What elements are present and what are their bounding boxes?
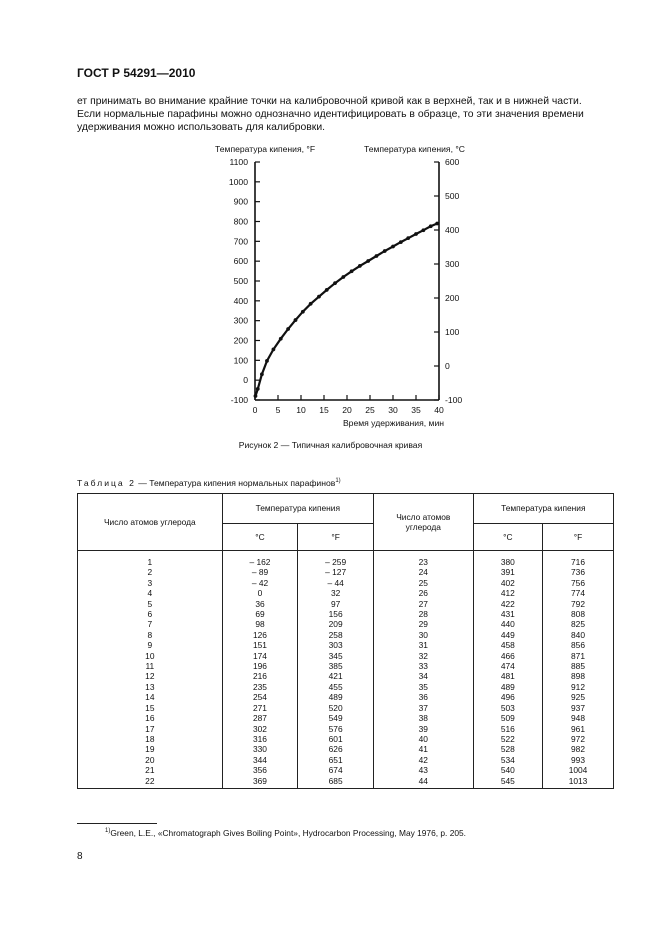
data-point: [366, 259, 370, 263]
intro-line-2: Если нормальные парафины можно однозначно идентифицировать в образце, то эти значения времени: [77, 109, 584, 120]
header-temp-right: Температура кипения: [473, 494, 613, 524]
boiling-f-cell: 156: [298, 609, 374, 619]
table-row: [78, 599, 614, 609]
boiling-c-cell: 440: [473, 619, 542, 629]
carbon-count-cell: 1: [78, 551, 223, 568]
table-title: [77, 478, 341, 488]
left-tick-label: -100: [230, 395, 248, 405]
left-tick-label: 600: [233, 256, 248, 267]
carbon-count-cell: 2: [78, 567, 223, 577]
boiling-c-cell: – 42: [222, 578, 298, 588]
footnote-mark: 1): [105, 828, 111, 835]
boiling-c-cell: 271: [222, 703, 298, 713]
table-row: [78, 671, 614, 681]
left-tick-label: 500: [233, 276, 248, 286]
left-tick-label: 300: [233, 315, 248, 326]
x-tick-label: 15: [319, 405, 329, 415]
x-tick-label: 25: [365, 405, 375, 415]
footnote: [105, 828, 466, 838]
boiling-f-cell: 885: [543, 661, 614, 671]
table-row: [78, 713, 614, 723]
boiling-f-cell: 948: [543, 713, 614, 723]
boiling-c-cell: 302: [222, 724, 298, 734]
table-row: [78, 609, 614, 619]
left-axis-title: Температура кипения, °F: [215, 144, 316, 154]
header-unit-f-left: °F: [298, 524, 374, 551]
boiling-f-cell: 993: [543, 755, 614, 765]
carbon-count-cell: 16: [78, 713, 223, 723]
carbon-count-cell: 27: [373, 599, 473, 609]
right-tick-label: 500: [445, 191, 460, 201]
boiling-f-cell: 209: [298, 619, 374, 629]
left-tick-label: 200: [233, 335, 248, 346]
table-row: [78, 724, 614, 734]
header-unit-c-left: °С: [222, 524, 298, 551]
boiling-c-cell: – 89: [222, 567, 298, 577]
boiling-f-cell: 651: [298, 755, 374, 765]
boiling-c-cell: 356: [222, 765, 298, 775]
boiling-f-cell: 626: [298, 744, 374, 754]
data-point: [383, 249, 387, 253]
data-point: [286, 327, 290, 331]
table-row: [78, 734, 614, 744]
boiling-c-cell: 489: [473, 682, 542, 692]
carbon-count-cell: 39: [373, 724, 473, 734]
table-row: [78, 692, 614, 702]
data-point: [265, 359, 269, 363]
boiling-f-cell: 912: [543, 682, 614, 692]
table-row: [78, 619, 614, 629]
carbon-count-cell: 41: [373, 744, 473, 754]
carbon-count-cell: 3: [78, 578, 223, 588]
boiling-f-cell: – 44: [298, 578, 374, 588]
boiling-c-cell: 474: [473, 661, 542, 671]
table-row: [78, 703, 614, 713]
table-row: [78, 651, 614, 661]
boiling-f-cell: 455: [298, 682, 374, 692]
left-tick-label: 0: [243, 375, 248, 386]
boiling-f-cell: 825: [543, 619, 614, 629]
calibration-chart: [210, 138, 470, 438]
carbon-count-cell: 36: [373, 692, 473, 702]
x-tick-label: 0: [252, 405, 258, 415]
intro-line-3: удерживания можно использовать для калибровки.: [77, 122, 326, 133]
carbon-count-cell: 32: [373, 651, 473, 661]
boiling-c-cell: 496: [473, 692, 542, 702]
carbon-count-cell: 18: [78, 734, 223, 744]
table-title-label: Таблица 2: [77, 478, 136, 488]
boiling-f-cell: 756: [543, 578, 614, 588]
data-point: [435, 222, 439, 226]
boiling-c-cell: 412: [473, 588, 542, 598]
right-tick-label: 600: [445, 157, 460, 167]
data-point: [429, 224, 433, 228]
x-tick-label: 30: [388, 405, 398, 415]
carbon-count-cell: 20: [78, 755, 223, 765]
boiling-c-cell: 174: [222, 651, 298, 661]
left-tick-label: 700: [233, 236, 248, 247]
boiling-point-table: [77, 493, 614, 789]
boiling-c-cell: 503: [473, 703, 542, 713]
header-carbon-right: Число атомов углерода: [373, 494, 473, 551]
header-temp-left: Температура кипения: [222, 494, 373, 524]
right-tick-label: 300: [445, 259, 460, 269]
carbon-count-cell: 24: [373, 567, 473, 577]
right-tick-label: -100: [445, 395, 463, 405]
boiling-c-cell: 330: [222, 744, 298, 754]
boiling-c-cell: 431: [473, 609, 542, 619]
boiling-c-cell: 380: [473, 551, 542, 568]
boiling-c-cell: 196: [222, 661, 298, 671]
boiling-c-cell: 98: [222, 619, 298, 629]
calibration-curve: [256, 224, 438, 397]
boiling-c-cell: 509: [473, 713, 542, 723]
boiling-c-cell: 254: [222, 692, 298, 702]
boiling-f-cell: 549: [298, 713, 374, 723]
table-row: [78, 551, 614, 568]
boiling-c-cell: 369: [222, 776, 298, 789]
boiling-f-cell: 856: [543, 640, 614, 650]
right-tick-label: 200: [445, 293, 460, 303]
boiling-f-cell: 303: [298, 640, 374, 650]
boiling-f-cell: 32: [298, 588, 374, 598]
right-tick-label: 400: [445, 225, 460, 235]
table-title-footnote-mark: 1): [335, 478, 341, 485]
x-tick-label: 20: [342, 405, 352, 415]
data-point: [406, 236, 410, 240]
boiling-f-cell: 871: [543, 651, 614, 661]
carbon-count-cell: 23: [373, 551, 473, 568]
data-point: [375, 254, 379, 258]
data-point: [358, 264, 362, 268]
boiling-f-cell: 972: [543, 734, 614, 744]
boiling-f-cell: 601: [298, 734, 374, 744]
carbon-count-cell: 33: [373, 661, 473, 671]
data-point: [309, 302, 313, 306]
carbon-count-cell: 40: [373, 734, 473, 744]
boiling-c-cell: 516: [473, 724, 542, 734]
carbon-count-cell: 14: [78, 692, 223, 702]
data-point: [391, 245, 395, 249]
document-header: ГОСТ Р 54291—2010: [77, 66, 196, 80]
boiling-f-cell: 937: [543, 703, 614, 713]
data-point: [399, 240, 403, 244]
table-row: [78, 578, 614, 588]
boiling-f-cell: 520: [298, 703, 374, 713]
carbon-count-cell: 38: [373, 713, 473, 723]
carbon-count-cell: 42: [373, 755, 473, 765]
boiling-c-cell: 69: [222, 609, 298, 619]
boiling-f-cell: – 259: [298, 551, 374, 568]
x-tick-label: 40: [434, 405, 444, 415]
boiling-f-cell: 674: [298, 765, 374, 775]
footnote-text: Green, L.E., «Chromatograph Gives Boiling Point», Hydrocarbon Processing, May 1976, p. 205.: [110, 828, 467, 838]
data-point: [325, 288, 329, 292]
boiling-c-cell: 545: [473, 776, 542, 789]
carbon-count-cell: 17: [78, 724, 223, 734]
boiling-f-cell: 385: [298, 661, 374, 671]
boiling-c-cell: 344: [222, 755, 298, 765]
carbon-count-cell: 15: [78, 703, 223, 713]
right-tick-label: 100: [445, 327, 460, 337]
carbon-count-cell: 10: [78, 651, 223, 661]
boiling-f-cell: 685: [298, 776, 374, 789]
data-point: [333, 281, 337, 285]
carbon-count-cell: 37: [373, 703, 473, 713]
table-row: [78, 588, 614, 598]
boiling-c-cell: 216: [222, 671, 298, 681]
intro-paragraph: [77, 95, 617, 134]
carbon-count-cell: 7: [78, 619, 223, 629]
boiling-c-cell: 36: [222, 599, 298, 609]
boiling-c-cell: 235: [222, 682, 298, 692]
boiling-f-cell: – 127: [298, 567, 374, 577]
boiling-c-cell: 391: [473, 567, 542, 577]
boiling-c-cell: 0: [222, 588, 298, 598]
boiling-f-cell: 774: [543, 588, 614, 598]
left-tick-label: 100: [233, 355, 248, 366]
header-unit-c-right: °С: [473, 524, 542, 551]
boiling-c-cell: 449: [473, 630, 542, 640]
table-row: [78, 630, 614, 640]
boiling-c-cell: 466: [473, 651, 542, 661]
carbon-count-cell: 29: [373, 619, 473, 629]
boiling-f-cell: 1013: [543, 776, 614, 789]
data-point: [256, 387, 260, 391]
carbon-count-cell: 25: [373, 578, 473, 588]
data-point: [421, 228, 425, 232]
boiling-c-cell: 287: [222, 713, 298, 723]
carbon-count-cell: 12: [78, 671, 223, 681]
data-point: [301, 310, 305, 314]
data-point: [272, 348, 276, 352]
boiling-c-cell: – 162: [222, 551, 298, 568]
boiling-f-cell: 982: [543, 744, 614, 754]
carbon-count-cell: 13: [78, 682, 223, 692]
table-row: [78, 755, 614, 765]
boiling-f-cell: 736: [543, 567, 614, 577]
boiling-c-cell: 316: [222, 734, 298, 744]
right-axis-title: Температура кипения, °С: [363, 144, 465, 154]
boiling-f-cell: 421: [298, 671, 374, 681]
carbon-count-cell: 21: [78, 765, 223, 775]
boiling-c-cell: 126: [222, 630, 298, 640]
boiling-c-cell: 151: [222, 640, 298, 650]
right-tick-label: 0: [445, 361, 450, 371]
x-tick-label: 5: [275, 405, 281, 415]
boiling-f-cell: 961: [543, 724, 614, 734]
left-tick-label: 1000: [228, 176, 248, 187]
carbon-count-cell: 43: [373, 765, 473, 775]
table-row: [78, 776, 614, 789]
carbon-count-cell: 8: [78, 630, 223, 640]
boiling-f-cell: 97: [298, 599, 374, 609]
data-point: [414, 232, 418, 236]
data-point: [254, 394, 258, 398]
page-number: 8: [77, 851, 83, 862]
x-tick-label: 35: [411, 405, 421, 415]
data-point: [294, 318, 298, 322]
left-tick-label: 900: [233, 196, 248, 207]
boiling-c-cell: 402: [473, 578, 542, 588]
data-point: [260, 372, 264, 376]
carbon-count-cell: 35: [373, 682, 473, 692]
data-point: [317, 295, 321, 299]
boiling-f-cell: 898: [543, 671, 614, 681]
boiling-c-cell: 528: [473, 744, 542, 754]
data-point: [341, 275, 345, 279]
boiling-c-cell: 522: [473, 734, 542, 744]
carbon-count-cell: 28: [373, 609, 473, 619]
data-point: [279, 337, 283, 341]
carbon-count-cell: 11: [78, 661, 223, 671]
boiling-f-cell: 792: [543, 599, 614, 609]
intro-line-1: ет принимать во внимание крайние точки на калибровочной кривой как в верхней, так и в нижней части.: [77, 96, 582, 107]
table-row: [78, 567, 614, 577]
table-row: [78, 682, 614, 692]
table-title-text: — Температура кипения нормальных парафинов: [138, 478, 336, 488]
boiling-f-cell: 576: [298, 724, 374, 734]
boiling-f-cell: 808: [543, 609, 614, 619]
data-point: [350, 269, 354, 273]
x-axis-title: Время удерживания, мин: [342, 418, 444, 428]
carbon-count-cell: 4: [78, 588, 223, 598]
boiling-f-cell: 925: [543, 692, 614, 702]
boiling-f-cell: 489: [298, 692, 374, 702]
carbon-count-cell: 44: [373, 776, 473, 789]
table-body: [78, 551, 614, 789]
boiling-f-cell: 258: [298, 630, 374, 640]
table-row: [78, 661, 614, 671]
carbon-count-cell: 30: [373, 630, 473, 640]
boiling-c-cell: 458: [473, 640, 542, 650]
table-row: [78, 640, 614, 650]
header-unit-f-right: °F: [543, 524, 614, 551]
carbon-count-cell: 9: [78, 640, 223, 650]
carbon-count-cell: 31: [373, 640, 473, 650]
boiling-c-cell: 422: [473, 599, 542, 609]
table-row: [78, 744, 614, 754]
footnote-divider: [77, 823, 157, 824]
boiling-f-cell: 1004: [543, 765, 614, 775]
left-tick-label: 1100: [229, 157, 248, 167]
header-carbon-left: Число атомов углерода: [78, 494, 223, 551]
boiling-f-cell: 716: [543, 551, 614, 568]
boiling-c-cell: 540: [473, 765, 542, 775]
left-tick-label: 800: [233, 216, 248, 227]
figure-caption: Рисунок 2 — Типичная калибровочная кривая: [238, 440, 423, 450]
boiling-c-cell: 534: [473, 755, 542, 765]
x-tick-label: 10: [296, 405, 306, 415]
carbon-count-cell: 34: [373, 671, 473, 681]
carbon-count-cell: 22: [78, 776, 223, 789]
carbon-count-cell: 6: [78, 609, 223, 619]
carbon-count-cell: 5: [78, 599, 223, 609]
table-row: [78, 765, 614, 775]
carbon-count-cell: 19: [78, 744, 223, 754]
boiling-f-cell: 345: [298, 651, 374, 661]
carbon-count-cell: 26: [373, 588, 473, 598]
boiling-f-cell: 840: [543, 630, 614, 640]
left-tick-label: 400: [233, 295, 248, 306]
boiling-c-cell: 481: [473, 671, 542, 681]
